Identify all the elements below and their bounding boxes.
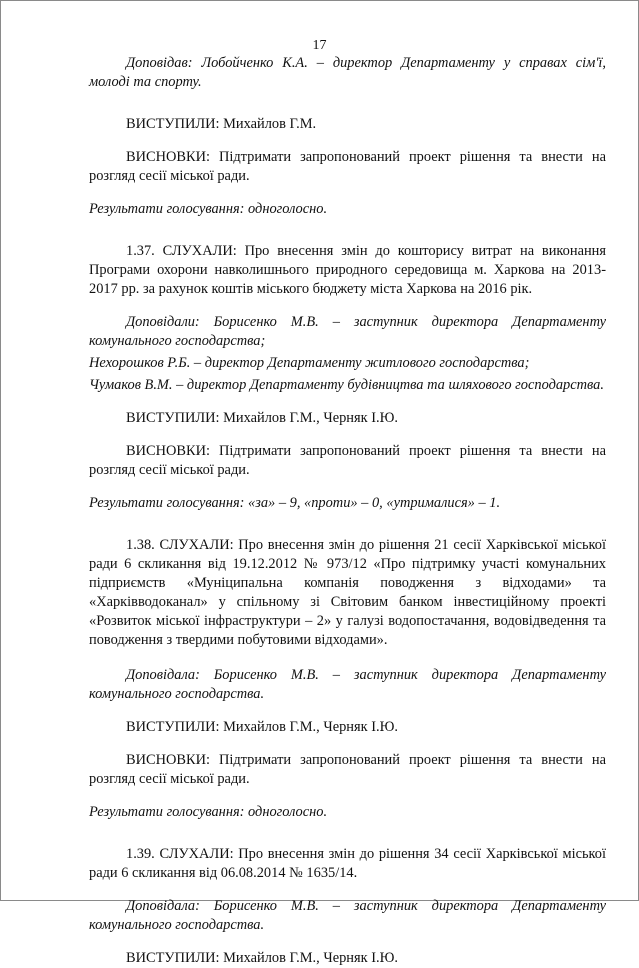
page-number: 17	[312, 38, 327, 53]
item-1-39: 1.39. СЛУХАЛИ: Про внесення змін до рішення 34 сесії Харківської міської ради 6 скликання від 06.08.2014 № 1635/14.	[89, 846, 606, 881]
reporter-nekhoroshkov: Нехорошков Р.Б. – директор Департаменту житлового господарства;	[89, 355, 530, 371]
reporter-borysenko-1: Доповідали: Борисенко М.В. – заступник директора Департаменту комунального господарства;	[89, 314, 606, 349]
speakers-1: ВИСТУПИЛИ: Михайлов Г.М.	[126, 116, 317, 132]
reporter-borysenko-3: Доповідала: Борисенко М.В. – заступник директора Департаменту комунального господарства.	[89, 898, 606, 933]
conclusions-1: ВИСНОВКИ: Підтримати запропонований проект рішення та внести на розгляд сесії міської ради.	[89, 149, 606, 184]
speakers-3: ВИСТУПИЛИ: Михайлов Г.М., Черняк І.Ю.	[126, 719, 398, 735]
item-1-38: 1.38. СЛУХАЛИ: Про внесення змін до рішення 21 сесії Харківської міської ради 6 скликання від 19.12.2012 № 973/12 «Про підтримку участі комунальних підприємств «Муніципальна компанія поводження з відходами» та «Харківводоканал» у спільному зі Світовим банком інвестиційному проекті «Розвиток міської інфраструктури – 2» у галузі водопостачання, водовідведення та поводження з твердими побутовими відходами».	[89, 537, 606, 648]
conclusions-2: ВИСНОВКИ: Підтримати запропонований проект рішення та внести на розгляд сесії міської ради.	[89, 443, 606, 478]
document-body	[89, 54, 606, 968]
speaker-loboichenko: Доповідав: Лобойченко К.А. – директор Департаменту у справах сім'ї, молоді та спорту.	[89, 55, 606, 90]
item-1-37: 1.37. СЛУХАЛИ: Про внесення змін до кошторису витрат на виконання Програми охорони навколишнього природного середовища м. Харкова на 2013-2017 рр. за рахунок коштів міського бюджету міста Харкова на 2016 рік.	[89, 243, 606, 297]
reporter-chumakov: Чумаков В.М. – директор Департаменту будівництва та шляхового господарства.	[89, 377, 604, 393]
speakers-2: ВИСТУПИЛИ: Михайлов Г.М., Черняк І.Ю.	[126, 410, 398, 426]
conclusions-3: ВИСНОВКИ: Підтримати запропонований проект рішення та внести на розгляд сесії міської ради.	[89, 752, 606, 787]
voting-results-2: Результати голосування: «за» – 9, «проти» – 0, «утрималися» – 1.	[89, 495, 501, 511]
voting-results-1: Результати голосування: одноголосно.	[89, 201, 328, 217]
voting-results-3: Результати голосування: одноголосно.	[89, 804, 328, 820]
reporter-borysenko-2: Доповідала: Борисенко М.В. – заступник директора Департаменту комунального господарства.	[89, 667, 606, 702]
speakers-4: ВИСТУПИЛИ: Михайлов Г.М., Черняк І.Ю.	[126, 950, 398, 966]
